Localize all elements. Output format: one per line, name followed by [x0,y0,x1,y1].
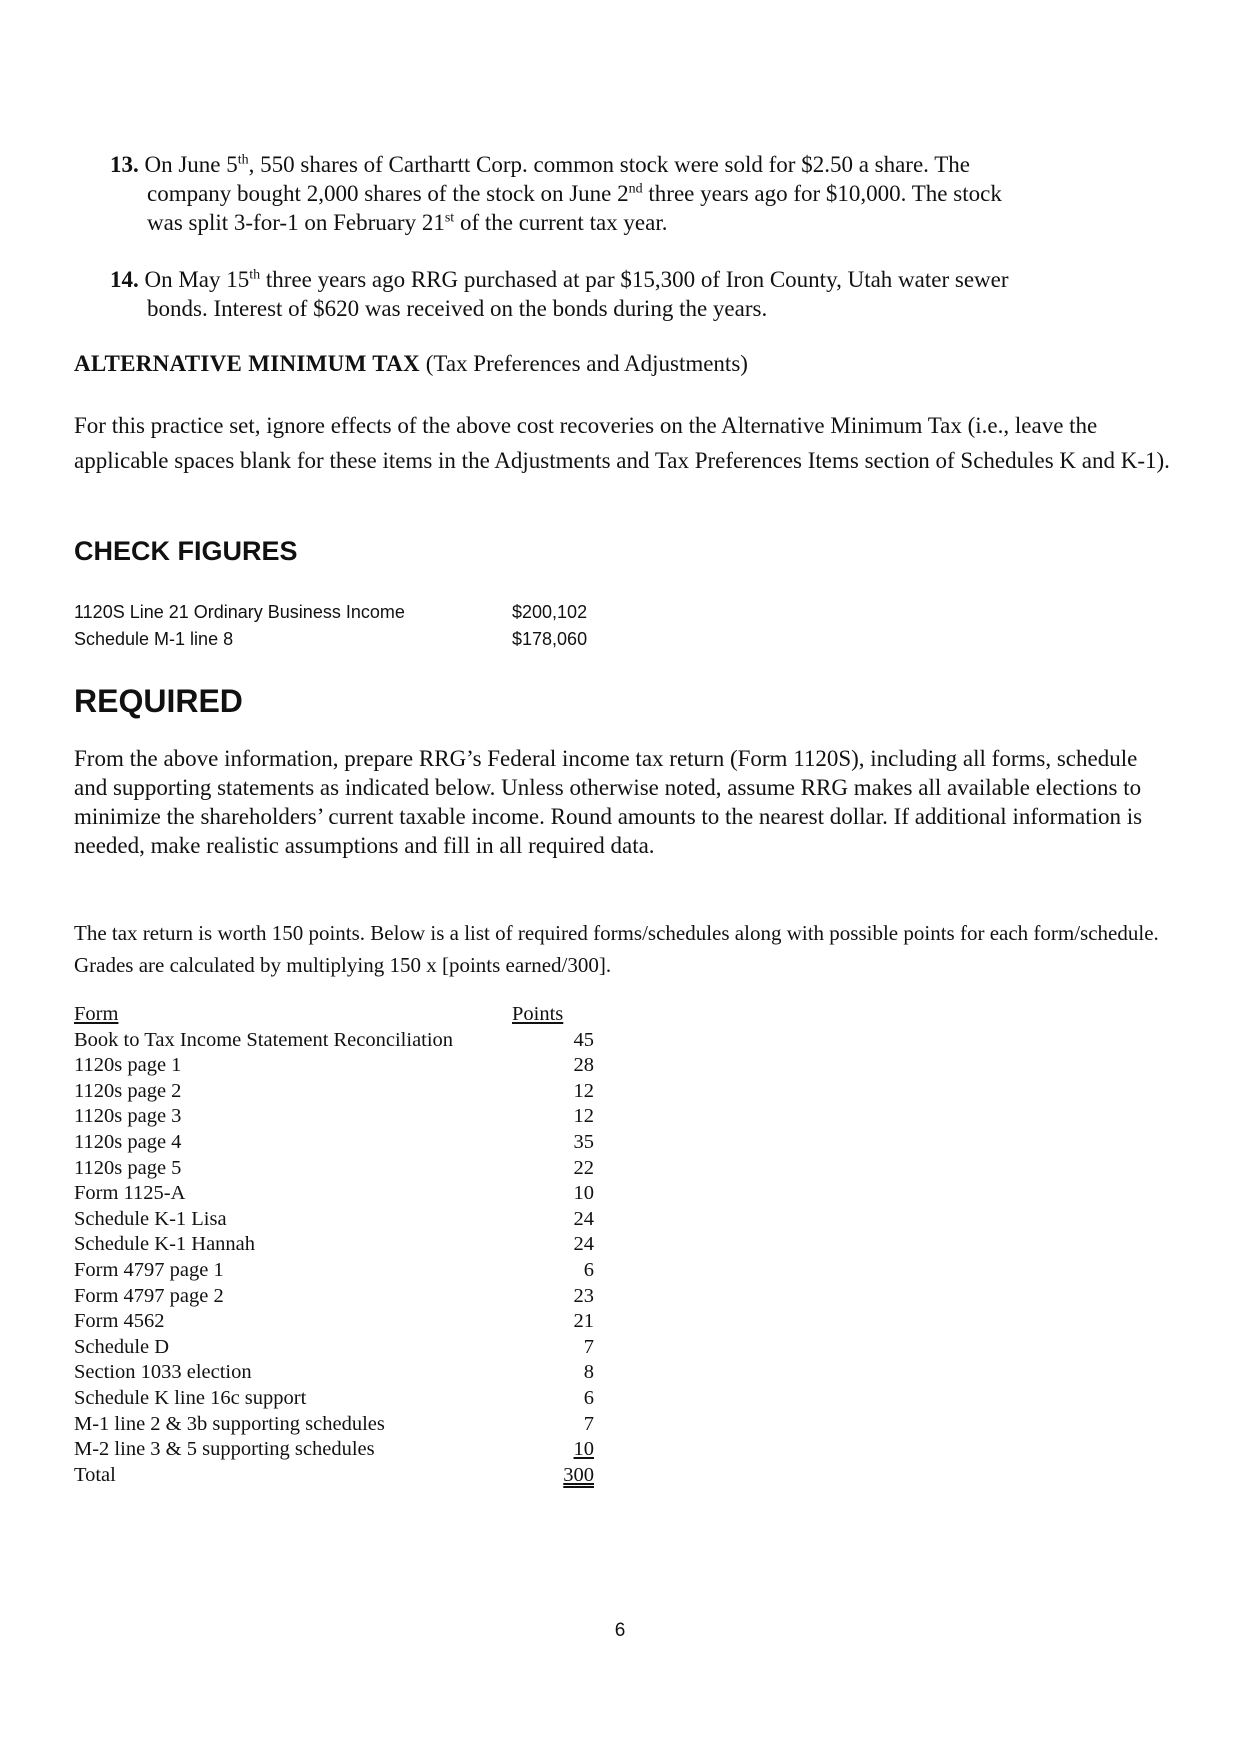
table-row: Schedule K-1 Lisa 24 [74,1207,594,1230]
check-figure-label: Schedule M-1 line 8 [74,629,234,649]
table-row: Book to Tax Income Statement Reconciliation 45 [74,1028,594,1051]
check-figure-label: 1120S Line 21 Ordinary Business Income [74,602,405,622]
amt-paragraph: For this practice set, ignore effects of the above cost recoveries on the Alternative Minimum Tax (i.e., leave the applicable spaces blank for these items in the Adjustments and Tax Preferences Items section of Schedules K and K-1). [74,413,1170,473]
item-14: 14. On May 15th three years ago RRG purchased at par $15,300 of Iron County, Utah water sewer bonds. Interest of $620 was received on the bonds during the years. [110,267,1009,321]
page-number: 6 [614,1620,626,1641]
item-number: 14. [110,267,139,292]
table-row: Schedule K-1 Hannah 24 [74,1233,594,1256]
table-row: Form 4562 21 [74,1310,594,1333]
points-table [74,1003,594,1489]
check-figure-value: $178,060 [512,629,588,649]
table-row: 1120s page 2 12 [74,1079,594,1102]
table-row: 1120s page 1 28 [74,1054,594,1077]
table-row: M-1 line 2 & 3b supporting schedules 7 [74,1412,594,1435]
required-heading: REQUIRED [74,683,243,719]
table-row: 1120s page 3 12 [74,1105,594,1128]
item-number: 13. [110,152,139,177]
table-row: Schedule K line 16c support 6 [74,1386,594,1409]
table-total-row: Total 300 [74,1463,594,1486]
table-row: Schedule D 7 [74,1335,594,1358]
check-figure-value: $200,102 [512,602,588,622]
amt-heading: ALTERNATIVE MINIMUM TAX (Tax Preferences and Adjustments) [74,351,748,376]
table-row: Form 4797 page 1 6 [74,1258,594,1281]
worth-paragraph: The tax return is worth 150 points. Below is a list of required forms/schedules along with possible points for each form/schedule. Grades are calculated by multiplying 150 x [points earned/300]. [74,921,1159,977]
header-form: Form [74,1003,119,1025]
header-points: Points [512,1003,564,1025]
table-row: 1120s page 5 22 [74,1156,594,1179]
check-figures-heading: CHECK FIGURES [74,536,298,566]
table-row: Form 1125-A 10 [74,1182,594,1205]
table-row: M-2 line 3 & 5 supporting schedules 10 [74,1438,594,1461]
table-row: Form 4797 page 2 23 [74,1284,594,1307]
item-13: 13. On June 5th, 550 shares of Carthartt Corp. common stock were sold for $2.50 a share. The company bought 2,000 shares of the stock on June 2nd three years ago for $10,000. The stock was split 3-for-1 on February 21st of the current tax year. [110,152,1002,235]
table-row: Section 1033 election 8 [74,1361,594,1384]
table-row: 1120s page 4 35 [74,1130,594,1153]
required-paragraph: From the above information, prepare RRG’s Federal income tax return (Form 1120S), including all forms, schedule and supporting statements as indicated below. Unless otherwise noted, assume RRG makes all available elections to minimize the shareholders’ current taxable income. Round amounts to the nearest dollar. If additional information is needed, make realistic assumptions and fill in all required data. [74,746,1143,858]
table-header [74,1003,594,1029]
